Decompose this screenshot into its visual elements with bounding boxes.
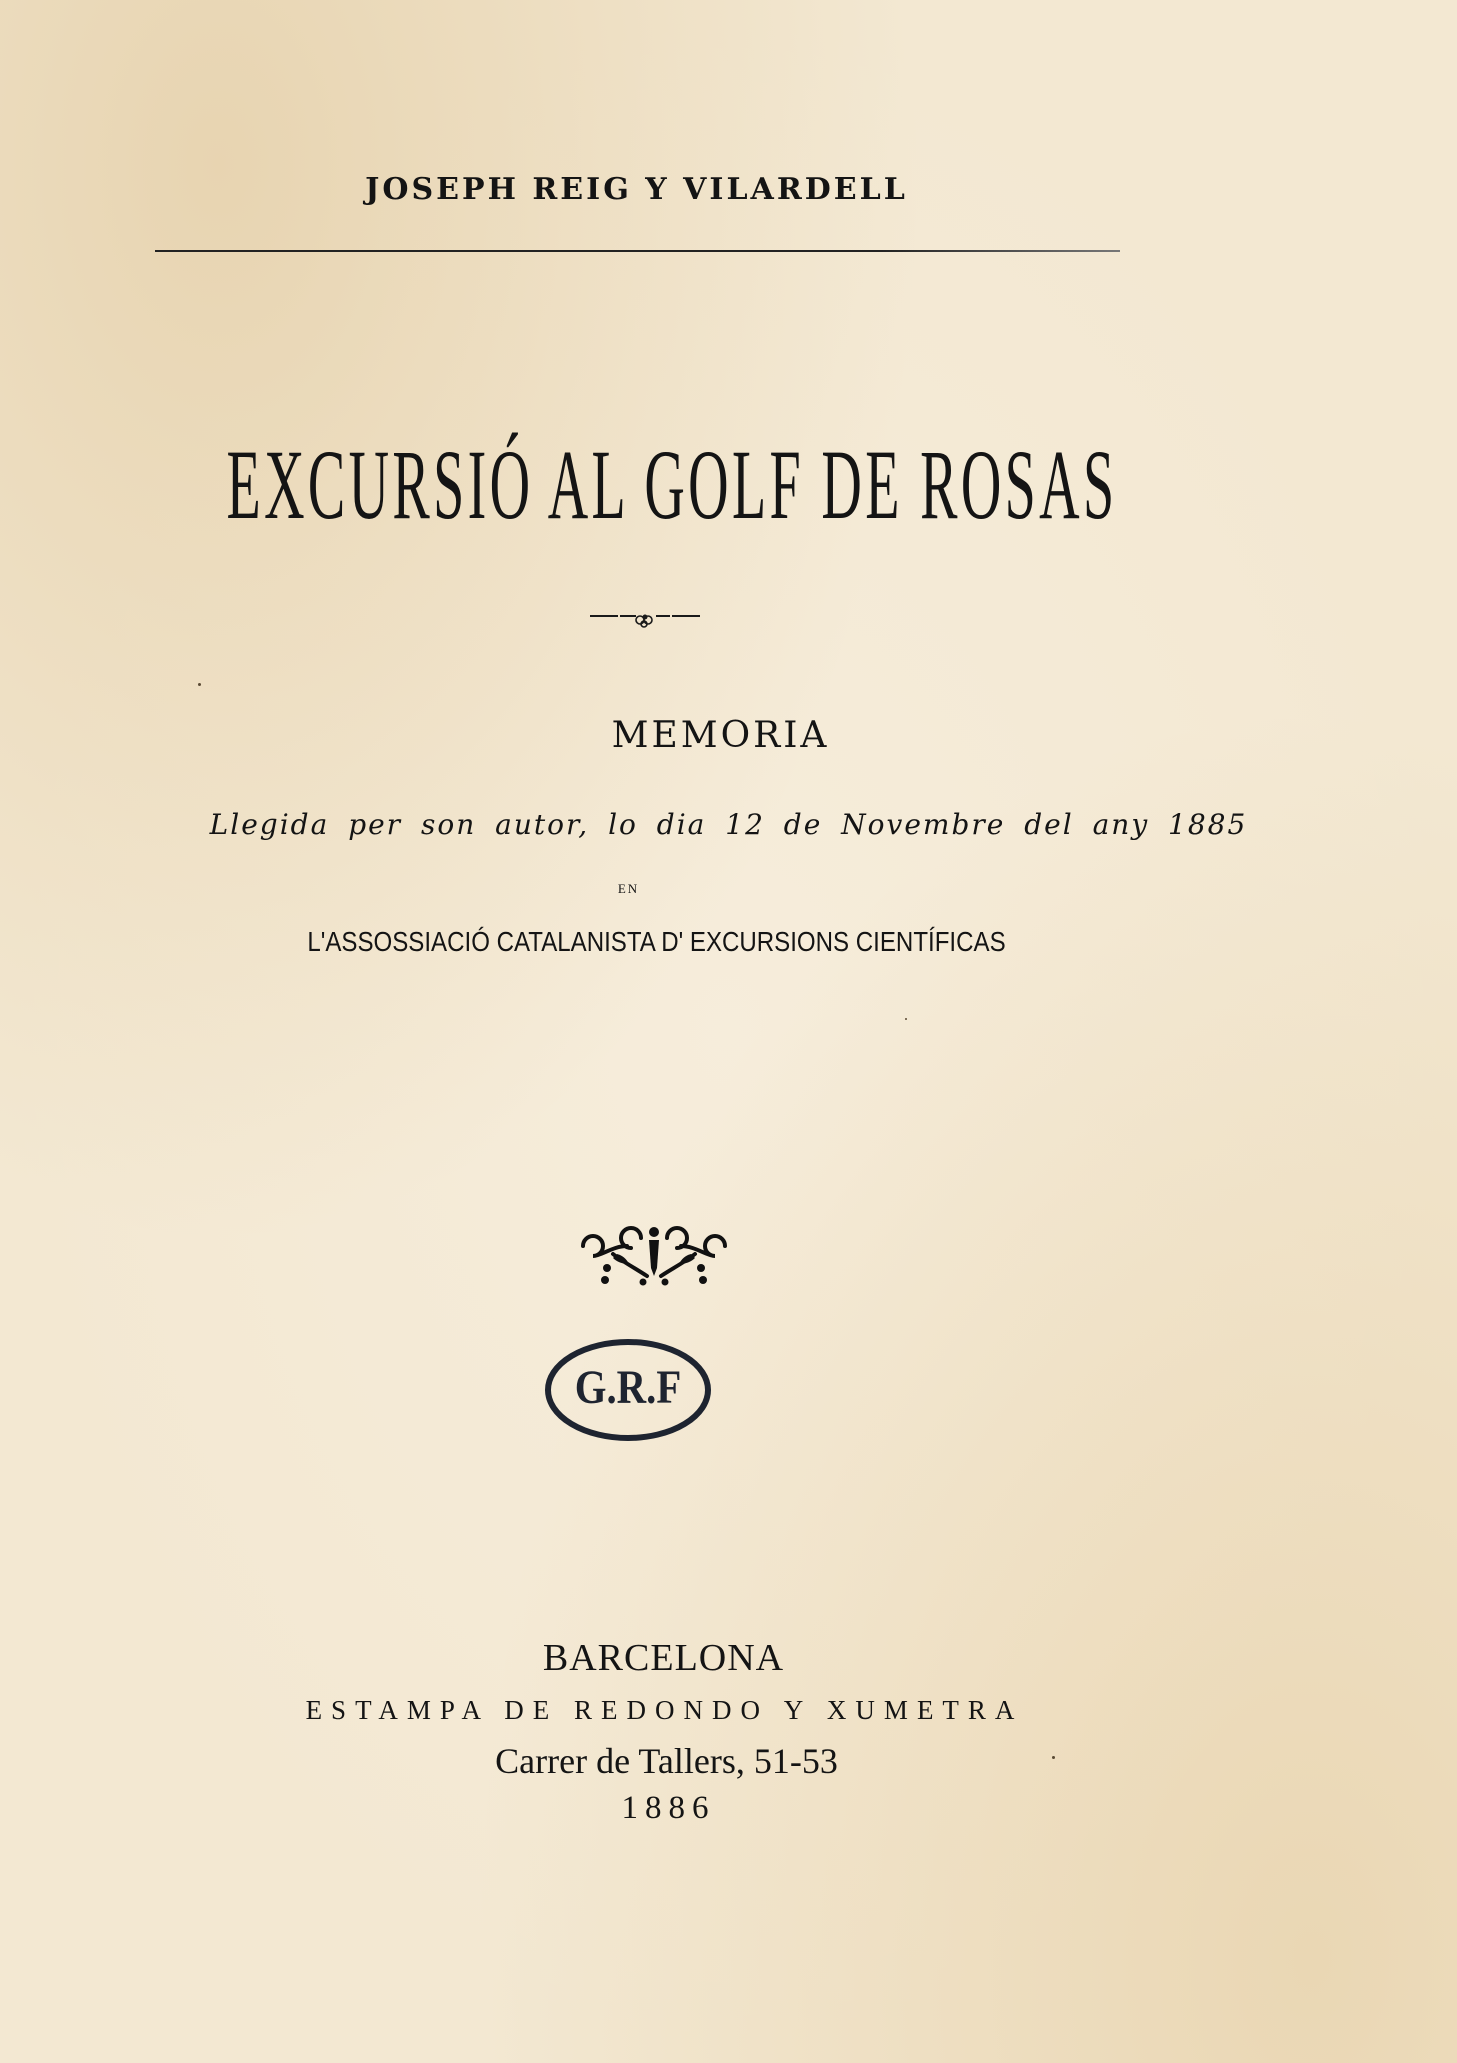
paper-speck	[905, 1018, 907, 1020]
reading-date-line: Llegida per son autor, lo dia 12 de Novembre del any 1885	[209, 808, 1248, 841]
institution-name: L'ASSOSSIACIÓ CATALANISTA D' EXCURSIONS CIENTÍFICAS	[307, 926, 1006, 957]
imprint-year: 1886	[621, 1790, 716, 1826]
scroll-vignette-icon	[573, 1218, 735, 1290]
paper-speck	[198, 683, 201, 686]
flourish-rule-icon	[590, 608, 700, 628]
stamp-text: G.R.F	[574, 1361, 682, 1414]
imprint-address: Carrer de Tallers, 51-53	[495, 1741, 838, 1781]
imprint-city: BARCELONA	[542, 1637, 785, 1679]
library-stamp	[542, 1334, 714, 1444]
author-name: JOSEPH REIG Y VILARDELL	[365, 172, 908, 207]
preposition: EN	[617, 881, 640, 896]
paper-speck	[1052, 1756, 1055, 1759]
book-title: EXCURSIÓ AL GOLF DE ROSAS	[226, 429, 1118, 540]
subtitle: MEMORIA	[611, 715, 830, 756]
horizontal-rule	[155, 250, 1120, 252]
imprint-printer: ESTAMPA DE REDONDO Y XUMETRA	[305, 1695, 1024, 1725]
